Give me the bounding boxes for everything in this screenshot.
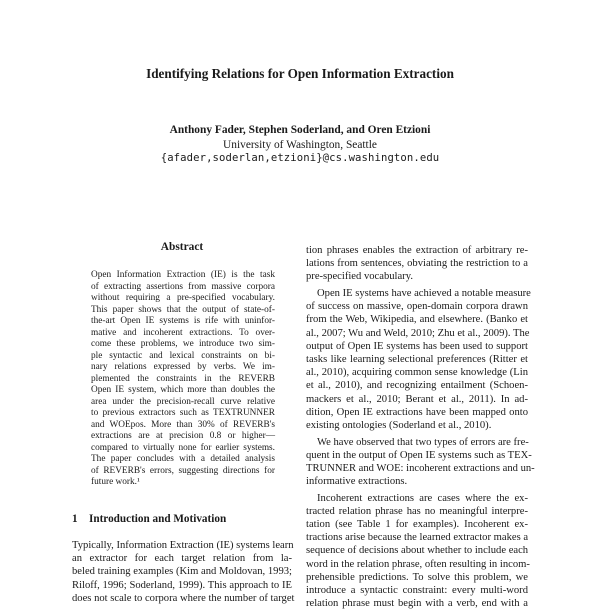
body-line: dition, Open IE extractions have been mapped onto xyxy=(306,406,528,418)
body-line: et al., 2010), and recognizing entailment (Schoen- xyxy=(306,380,528,392)
abstract-line: mative and incoherent extractions. To over- xyxy=(91,327,275,338)
abstract-line: of extracting assertions from massive corpora xyxy=(91,281,275,292)
section-title: Introduction and Motivation xyxy=(89,513,227,525)
intro-line: an extractor for each target relation from la- xyxy=(72,553,292,565)
abstract-line: the-art Open IE systems is rife with uninfor- xyxy=(91,316,275,326)
intro-line: does not scale to corpora where the number of target xyxy=(72,592,295,604)
body-line: al., 2010), acquiring common sense knowledge (Lin xyxy=(306,367,528,379)
abstract-line: come these problems, we introduce two sim- xyxy=(91,339,275,349)
body-line: pre-specified vocabulary. xyxy=(306,271,413,283)
abstract-line: area under the precision-recall curve relative xyxy=(91,396,275,407)
abstract-line: future work.¹ xyxy=(91,477,140,487)
abstract-line: This paper shows that the output of state-of- xyxy=(91,304,275,315)
body-line: Incoherent extractions are cases where the ex- xyxy=(317,492,528,504)
abstract-line: of REVERB's errors, suggesting directions for xyxy=(91,465,275,476)
abstract-line: nary relations expressed by verbs. We im- xyxy=(91,362,275,372)
body-line: al., 2007; Wu and Weld, 2010; Zhu et al., 2009). The xyxy=(306,327,530,339)
body-line: tation (see Table 1 for examples). Incoherent ex- xyxy=(306,518,528,530)
body-line: from the Web, Wikipedia, and elsewhere. (Banko et xyxy=(306,314,528,326)
paper-emails: {afader,soderlan,etzioni}@cs.washington.edu xyxy=(160,152,440,164)
body-line: introduce a syntactic constraint: every multi-word xyxy=(306,584,528,596)
body-line: Open IE systems have achieved a notable measure xyxy=(317,288,531,299)
paper-affiliation: University of Washington, Seattle xyxy=(223,139,377,151)
intro-line: beled training examples (Kim and Moldovan, 1993; xyxy=(72,566,292,578)
body-line: tasks like learning selectional preferences (Ritter et xyxy=(306,354,528,365)
abstract-line: ple syntactic and lexical constraints on bi- xyxy=(91,350,275,361)
section-heading xyxy=(72,513,226,525)
body-line: relation phrase must begin with a verb, end with a xyxy=(306,598,528,610)
body-line: informative extractions. xyxy=(306,476,408,488)
body-line: We have observed that two types of errors are fre- xyxy=(317,436,529,448)
body-line: mackers et al., 2010; Berant et al., 2011). In ad- xyxy=(306,393,528,405)
abstract-heading: Abstract xyxy=(160,241,204,253)
body-line: tion phrases enables the extraction of arbitrary re- xyxy=(306,245,528,256)
abstract-line: and WOEpos. More than 30% of REVERB's xyxy=(91,419,275,430)
abstract-line: compared to virtually none for earlier systems. xyxy=(91,442,275,453)
body-line: output of Open IE systems has been used to support xyxy=(306,340,528,352)
body-line: sequence of decisions about whether to include each xyxy=(306,545,529,557)
body-line: tracted relation phrase has no meaningful interpre- xyxy=(306,505,528,517)
abstract-line: extractions are at precision 0.8 or higher— xyxy=(91,431,275,441)
intro-line: Riloff, 1996; Soderland, 1999). This approach to IE xyxy=(72,579,292,591)
abstract-line: to previous extractors such as TEXTRUNNER xyxy=(91,408,275,418)
intro-line: Typically, Information Extraction (IE) systems learn xyxy=(72,540,294,551)
abstract-line: plemented the constraints in the REVERB xyxy=(91,373,275,384)
body-line: prehensible predictions. To solve this problem, we xyxy=(306,571,528,583)
section-number: 1 xyxy=(72,513,78,525)
body-line: existing ontologies (Soderland et al., 2010). xyxy=(306,420,492,431)
body-line: TRUNNER and WOE: incoherent extractions and un- xyxy=(306,462,535,474)
paper-authors: Anthony Fader, Stephen Soderland, and Oren Etzioni xyxy=(169,124,431,136)
abstract-line: Open IE system, which more than doubles the xyxy=(91,385,275,395)
paper-title: Identifying Relations for Open Information Extraction xyxy=(146,66,454,81)
body-line: quent in the output of Open IE systems such as TEX- xyxy=(306,449,532,461)
body-line: tractions arise because the learned extractor makes a xyxy=(306,532,529,544)
abstract-line: without requiring a pre-specified vocabulary. xyxy=(91,293,275,303)
abstract-line: The paper concludes with a detailed analysis xyxy=(91,454,275,464)
abstract-line: Open Information Extraction (IE) is the task xyxy=(91,270,275,280)
body-line: lations from sentences, obviating the restriction to a xyxy=(306,258,528,270)
body-line: of success on massive, open-domain corpora drawn xyxy=(306,301,528,313)
body-line: word in the relation phrase, often resulting in incom- xyxy=(306,558,530,570)
